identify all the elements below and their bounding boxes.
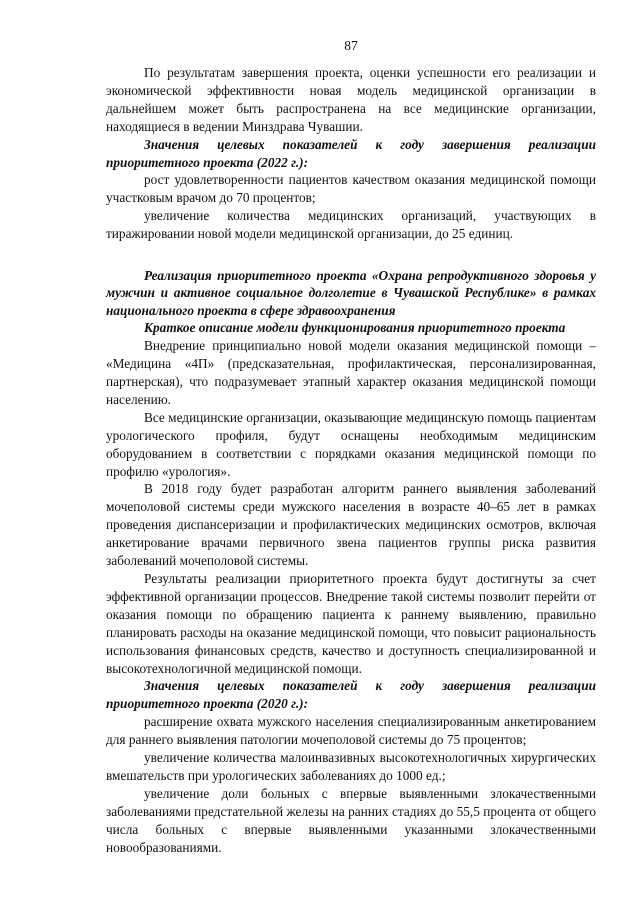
section-subheading: Значения целевых показателей к году завершения реализации приоритетного проекта (2022 г.): [106,136,596,170]
paragraph: Результаты реализации приоритетного проекта будут достигнуты за счет эффективной организации процессов. Внедрение такой системы позволит перейти от оказания помощи по обращению пациента к раннему выявлению, правильно планировать расходы на оказание медицинской помощи, что повысит рациональность использования финансовых средств, качество и доступность специализированной и высокотехнологичной медицинской помощи. [106,570,596,676]
section-subheading: Краткое описание модели функционирования приоритетного проекта [144,320,566,336]
section-gap [106,243,596,267]
page-number: 87 [344,38,358,53]
paragraph: рост удовлетворенности пациентов качеством оказания медицинской помощи участковым врачом до 70 процентов; [106,172,596,206]
paragraph: увеличение количества малоинвазивных высокотехнологичных хирургических вмешательств при урологических заболеваниях до 1000 ед.; [106,750,596,783]
paragraph: Все медицинские организации, оказывающие медицинскую помощь пациентам урологического профиля, будут оснащены необходимым медицинским оборудованием в соответствии с порядками оказания медицинской помощи по профилю «урология». [106,409,596,479]
section-subheading: Значения целевых показателей к году завершения реализации приоритетного проекта (2020 г.): [106,678,596,712]
paragraph: В 2018 году будет разработан алгоритм раннего выявления заболеваний мочеполовой системы среди мужского населения в возрасте 40–65 лет в рамках проведения диспансеризации и профилактических медицинских осмотров, включая анкетирование врачами первичного звена пациентов группы риска развития заболеваний мочеполовой системы. [106,481,596,569]
paragraph: Внедрение принципиально новой модели оказания медицинской помощи – «Медицина «4П» (предсказательная, профилактическая, персонализированная, партнерская), что подразумевает этапный характер оказания медицинской помощи населению. [106,338,596,407]
paragraph: увеличение количества медицинских организаций, участвующих в тиражировании новой модели медицинской организации, до 25 единиц. [106,208,596,242]
document-body [106,64,596,856]
paragraph: По результатам завершения проекта, оценки успешности его реализации и экономической эффективности новая модель медицинской организации в дальнейшем может быть распространена на все медицинские организации, находящиеся в ведении Минздрава Чувашии. [106,65,596,134]
paragraph: увеличение доли больных с впервые выявленными злокачественными заболеваниями предстательной железы на ранних стадиях до 55,5 процента от общего числа больных с впервые выявленными указанными злокачественными новообразованиями. [106,785,596,855]
section-title: Реализация приоритетного проекта «Охрана репродуктивного здоровья у мужчин и активное социальное долголетие в Чувашской Республике» в рамках национального проекта в сфере здравоохранения [106,268,596,318]
paragraph: расширение охвата мужского населения специализированным анкетированием для раннего выявления патологии мочеполовой системы до 75 процентов; [106,714,596,748]
